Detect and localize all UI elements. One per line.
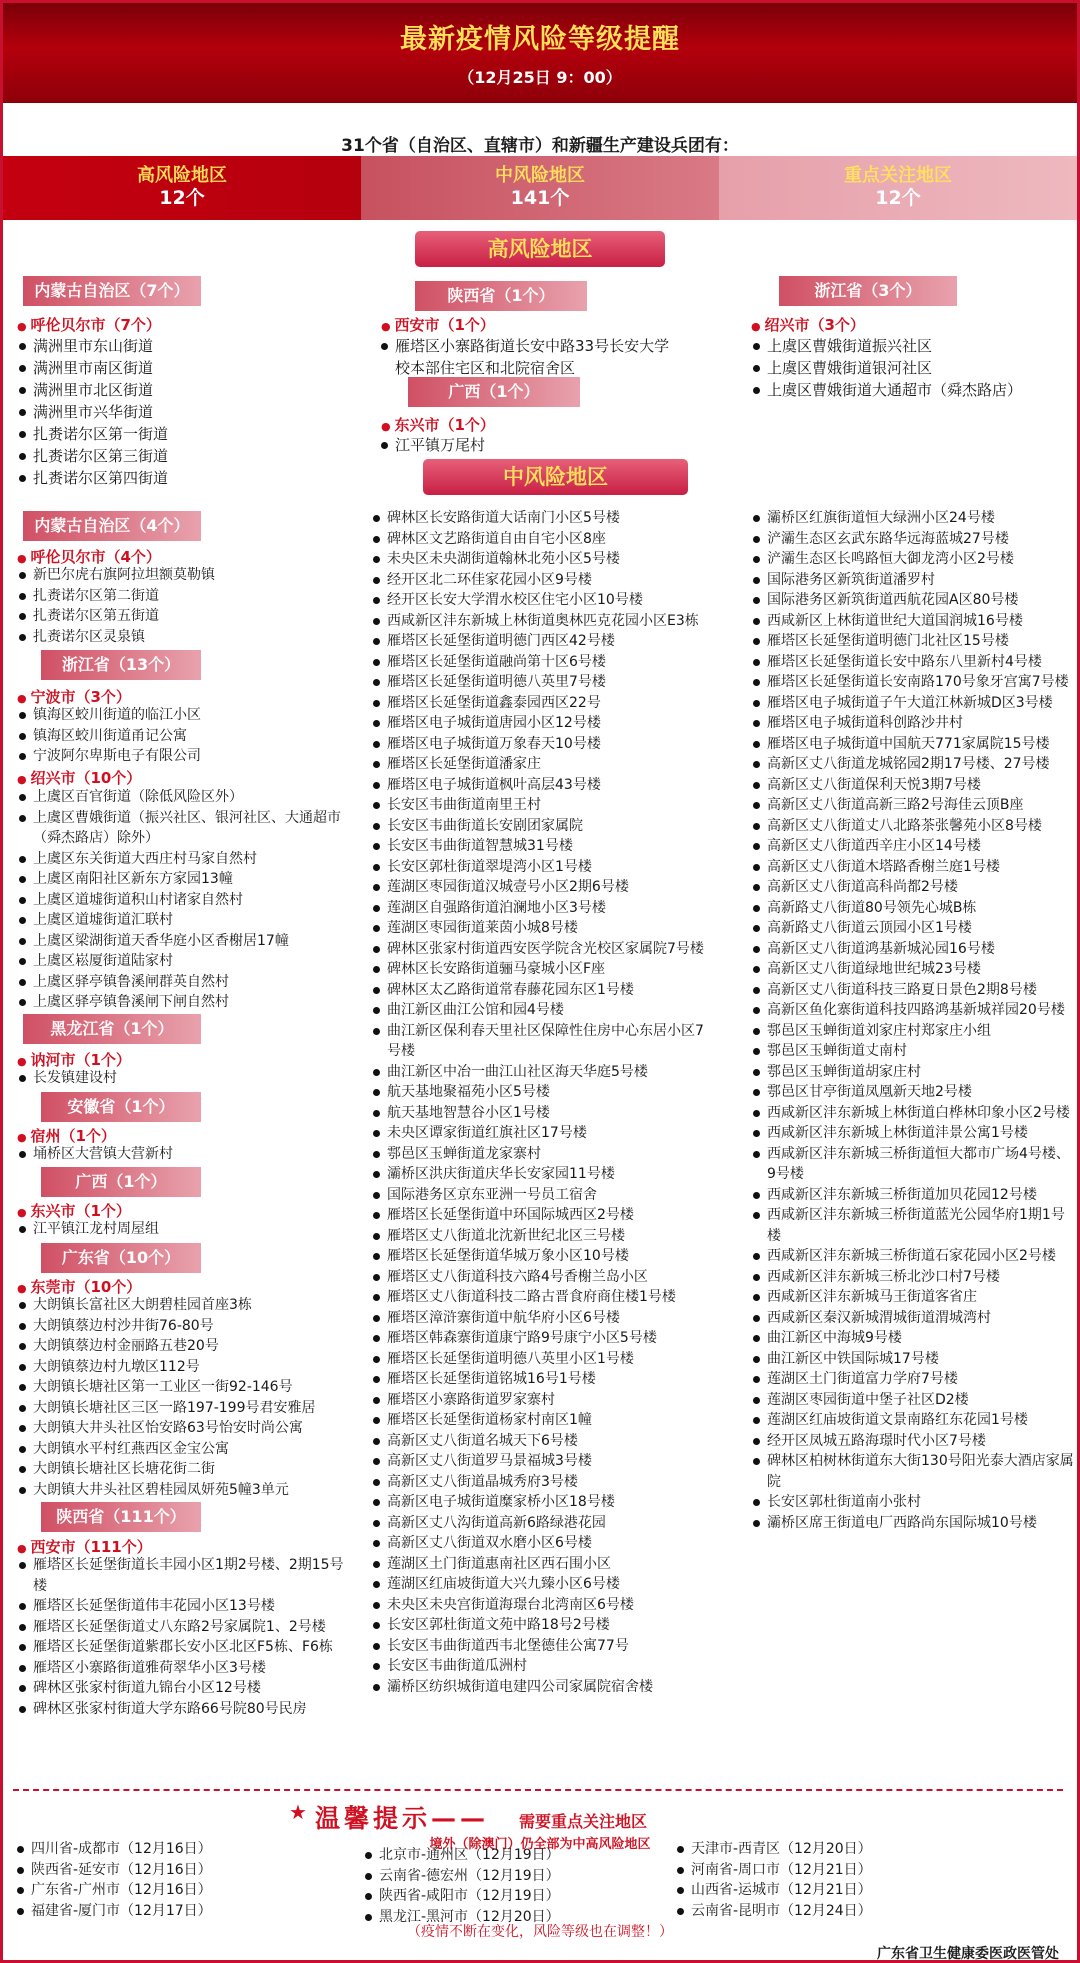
page-date: （12月25日 9：00）	[458, 68, 622, 87]
list-item: 镇海区蛟川街道甬记公寓	[17, 726, 357, 747]
list-item: 航天基地聚福苑小区5号楼	[371, 1082, 711, 1103]
list-item: 上虞区东关街道大西庄村马家自然村	[17, 849, 357, 870]
list-item: 扎赉诺尔区第五街道	[17, 606, 357, 627]
mid-tag-heilongjiang: 黑龙江省（1个）	[23, 1014, 201, 1044]
list-item: 雁塔区电子城街道中国航天771家属院15号楼	[751, 734, 1076, 755]
list-item: 福建省-厦门市（12月17日）	[15, 1901, 345, 1922]
list-item: 西咸新区沣东新城三桥街道恒大都市广场4号楼、9号楼	[751, 1144, 1076, 1185]
list-item: 碑林区张家村街道大学东路66号院80号民房	[17, 1699, 357, 1720]
tip-title: 温馨提示——	[315, 1804, 490, 1833]
list-item: 高新区丈八街道西辛庄小区14号楼	[751, 836, 1076, 857]
list-item: 雁塔区电子城街道唐园小区12号楼	[371, 713, 711, 734]
list-item: 西咸新区沣东新城三桥街道蓝光公园华府1期1号楼	[751, 1205, 1076, 1246]
list-item: 上虞区道墟街道汇联村	[17, 910, 357, 931]
page-title: 最新疫情风险等级提醒	[400, 24, 680, 55]
list-item: 大朗镇水平村红燕西区金宝公寓	[17, 1439, 357, 1460]
focus-list-col1	[15, 1839, 345, 1921]
mid-list-dongxing	[17, 1219, 357, 1240]
list-item: 扎赉诺尔区灵泉镇	[17, 627, 357, 648]
mid-city-dongguan: ● 东莞市（10个）	[17, 1276, 141, 1297]
list-item: 碑林区柏树林街道东大街130号阳光泰大酒店家属院	[751, 1451, 1076, 1492]
summary-high	[3, 156, 361, 220]
list-item: 灞桥区红旗街道恒大绿洲小区24号楼	[751, 508, 1076, 529]
mid-tag-guangxi: 广西（1个）	[41, 1167, 201, 1197]
high-list-guangxi	[379, 434, 679, 456]
list-item: 雁塔区长延堡街道杨家村南区1幢	[371, 1410, 711, 1431]
mid-list-col2	[371, 508, 711, 1697]
list-item: 上虞区道墟街道积山村诸家自然村	[17, 890, 357, 911]
list-item: 扎赉诺尔区第三街道	[17, 445, 357, 467]
list-item: 扎赉诺尔区第二街道	[17, 586, 357, 607]
list-item: 曲江新区中铁国际城17号楼	[751, 1349, 1076, 1370]
list-item: 鄠邑区玉蝉街道丈南村	[751, 1041, 1076, 1062]
list-item: 雁塔区电子城街道子午大道江林新城D区3号楼	[751, 693, 1076, 714]
list-item: 四川省-成都市（12月16日）	[15, 1839, 345, 1860]
list-item: 高新区丈八街道高新三路2号海佳云顶B座	[751, 795, 1076, 816]
list-item: 高新区丈八街道晶城秀府3号楼	[371, 1472, 711, 1493]
list-item: 碑林区太乙路街道常春藤花园东区1号楼	[371, 980, 711, 1001]
list-item: 高新区丈八街道丈八北路茶张馨苑小区8号楼	[751, 816, 1076, 837]
list-item: 高新路丈八街道云顶园小区1号楼	[751, 918, 1076, 939]
list-item: 满洲里市南区街道	[17, 357, 357, 379]
list-item: 满洲里市兴华街道	[17, 401, 357, 423]
summary-bar	[3, 156, 1077, 220]
list-item: 莲湖区自强路街道泊澜地小区3号楼	[371, 898, 711, 919]
list-item: 高新区丈八街道高科尚都2号楼	[751, 877, 1076, 898]
list-item: 大朗镇长塘社区第一工业区一街92-146号	[17, 1377, 357, 1398]
list-item: 广东省-广州市（12月16日）	[15, 1880, 345, 1901]
list-item: 碑林区张家村街道西安医学院含光校区家属院7号楼	[371, 939, 711, 960]
list-item: 云南省-德宏州（12月19日）	[363, 1866, 683, 1887]
list-item: 大朗镇蔡边村沙井街76-80号	[17, 1316, 357, 1337]
header	[3, 3, 1077, 103]
list-item: 西咸新区沣东新城三桥街道加贝花园12号楼	[751, 1185, 1076, 1206]
list-item: 浐灞生态区长鸣路恒大御龙湾小区2号楼	[751, 549, 1076, 570]
footer-divider	[13, 1789, 1063, 1791]
list-item: 雁塔区电子城街道枫叶高层43号楼	[371, 775, 711, 796]
list-item: 雁塔区小寨路街道罗家寨村	[371, 1390, 711, 1411]
list-item: 江平镇万尾村	[379, 434, 679, 456]
list-item: 未央区谭家街道红旗社区17号楼	[371, 1123, 711, 1144]
star-icon: ★	[289, 1800, 307, 1824]
summary-high-count: 12个	[159, 187, 205, 209]
list-item: 雁塔区丈八街道科技二路古晋食府商住楼1号楼	[371, 1287, 711, 1308]
list-item: 西咸新区沣东新城三桥北沙口村7号楼	[751, 1267, 1076, 1288]
list-item: 莲湖区枣园街道莱茵小城8号楼	[371, 918, 711, 939]
list-item: 雁塔区电子城街道科创路沙井村	[751, 713, 1076, 734]
list-item: 莲湖区枣园街道汉城壹号小区2期6号楼	[371, 877, 711, 898]
list-item: 灞桥区洪庆街道庆华长安家园11号楼	[371, 1164, 711, 1185]
list-item: 雁塔区长延堡街道中环国际城西区2号楼	[371, 1205, 711, 1226]
list-item: 上虞区驿亭镇鲁溪闸群英自然村	[17, 972, 357, 993]
list-item: 曲江新区中海城9号楼	[751, 1328, 1076, 1349]
list-item: 上虞区崧厦街道陆家村	[17, 951, 357, 972]
mid-list-xian	[17, 1555, 357, 1719]
list-item: 经开区凤城五路海璟时代小区7号楼	[751, 1431, 1076, 1452]
list-item: 国际港务区新筑街道潘罗村	[751, 570, 1076, 591]
list-item: 宁波阿尔卑斯电子有限公司	[17, 746, 357, 767]
list-item: 莲湖区土门街道富力学府7号楼	[751, 1369, 1076, 1390]
mid-city-shaoxing: ● 绍兴市（10个）	[17, 767, 141, 788]
list-item: 大朗镇长塘社区长塘花街二街	[17, 1459, 357, 1480]
list-item: 西咸新区沣东新城三桥街道石家花园小区2号楼	[751, 1246, 1076, 1267]
high-tag-shaanxi: 陕西省（1个）	[415, 281, 587, 311]
list-item: 雁塔区长延堡街道紫郡长安小区北区F5栋、F6栋	[17, 1637, 357, 1658]
list-item: 雁塔区长延堡街道明德门北社区15号楼	[751, 631, 1076, 652]
list-item: 大朗镇蔡边村九墩区112号	[17, 1357, 357, 1378]
mid-city-nehe: ● 讷河市（1个）	[17, 1049, 131, 1070]
summary-mid-count: 141个	[510, 187, 570, 209]
list-item: 灞桥区席王街道电厂西路尚东国际城10号楼	[751, 1513, 1076, 1534]
list-item: 浐灞生态区玄武东路华远海蓝城27号楼	[751, 529, 1076, 550]
summary-focus-label: 重点关注地区	[844, 165, 952, 186]
list-item: 高新区电子城街道糜家桥小区18号楼	[371, 1492, 711, 1513]
list-item: 西咸新区秦汉新城渭城街道渭城湾村	[751, 1308, 1076, 1329]
mid-tag-neimenggu: 内蒙古自治区（4个）	[23, 511, 201, 541]
list-item: 莲湖区土门街道惠南社区西石围小区	[371, 1554, 711, 1575]
list-item: 上虞区曹娥街道银河社区	[751, 357, 1071, 379]
summary-mid-label: 中风险地区	[495, 165, 585, 186]
list-item: 高新区丈八街道绿地世纪城23号楼	[751, 959, 1076, 980]
mid-list-col3	[751, 508, 1076, 1533]
list-item: 上虞区曹娥街道振兴社区	[751, 335, 1071, 357]
list-item: 经开区长安大学渭水校区住宅小区10号楼	[371, 590, 711, 611]
list-item: 雁塔区长延堡街道明德门西区42号楼	[371, 631, 711, 652]
list-item: 北京市-通州区（12月19日）	[363, 1845, 683, 1866]
list-item: 上虞区梁湖街道天香华庭小区香榭居17幢	[17, 931, 357, 952]
list-item: 高新区丈八街道龙城铭园2期17号楼、27号楼	[751, 754, 1076, 775]
mid-tag-anhui: 安徽省（1个）	[41, 1092, 201, 1122]
list-item: 未央区未央湖街道翰林北苑小区5号楼	[371, 549, 711, 570]
list-item: 未央区未央宫街道海璟台北湾南区6号楼	[371, 1595, 711, 1616]
mid-list-ningbo	[17, 705, 357, 767]
mid-list-suzhou	[17, 1144, 357, 1165]
list-item: 长安区韦曲街道南里王村	[371, 795, 711, 816]
list-item: 长发镇建设村	[17, 1068, 357, 1089]
mid-city-suzhou: ● 宿州（1个）	[17, 1125, 116, 1146]
high-list-shaanxi	[379, 335, 679, 379]
list-item: 雁塔区长延堡街道鑫泰园西区22号	[371, 693, 711, 714]
list-item: 天津市-西青区（12月20日）	[675, 1839, 1005, 1860]
mid-tag-shaanxi: 陕西省（111个）	[41, 1502, 201, 1532]
list-item: 云南省-昆明市（12月24日）	[675, 1901, 1005, 1922]
list-item: 雁塔区丈八街道北沈新世纪北区三号楼	[371, 1226, 711, 1247]
list-item: 陕西省-延安市（12月16日）	[15, 1860, 345, 1881]
list-item: 雁塔区长延堡街道长丰园小区1期2号楼、2期15号楼	[17, 1555, 357, 1596]
list-item: 江平镇江龙村周屋组	[17, 1219, 357, 1240]
list-item: 高新区丈八街道名城天下6号楼	[371, 1431, 711, 1452]
list-item: 鄠邑区玉蝉街道胡家庄村	[751, 1062, 1076, 1083]
list-item: 雁塔区长延堡街道潘家庄	[371, 754, 711, 775]
list-item: 国际港务区新筑街道西航花园A区80号楼	[751, 590, 1076, 611]
list-item: 雁塔区长延堡街道长安南路170号象牙宫寓7号楼	[751, 672, 1076, 693]
high-list-zhejiang	[751, 335, 1071, 401]
high-city-hulunbeier: ● 呼伦贝尔市（7个）	[17, 314, 161, 335]
high-tag-neimenggu: 内蒙古自治区（7个）	[23, 276, 201, 306]
list-item: 碑林区文艺路街道自由自宅小区8座	[371, 529, 711, 550]
list-item: 长安区韦曲街道长安剧团家属院	[371, 816, 711, 837]
list-item: 碑林区长安路街道骊马豪城小区F座	[371, 959, 711, 980]
focus-list-col2	[363, 1845, 683, 1927]
mid-list-shaoxing	[17, 787, 357, 1013]
list-item: 高新区鱼化寨街道科技四路鸿基新城祥园20号楼	[751, 1000, 1076, 1021]
intro-text: 31个省（自治区、直辖市）和新疆生产建设兵团有：	[341, 136, 739, 156]
list-item: 黑龙江-黑河市（12月20日）	[363, 1907, 683, 1928]
list-item: 满洲里市北区街道	[17, 379, 357, 401]
list-item: 雁塔区长延堡街道明德八英里小区1号楼	[371, 1349, 711, 1370]
list-item: 鄠邑区玉蝉街道龙家寨村	[371, 1144, 711, 1165]
list-item: 雁塔区小寨路街道长安中路33号长安大学校本部住宅区和北院宿舍区	[379, 335, 679, 379]
list-item: 长安区郭杜街道翠堤湾小区1号楼	[371, 857, 711, 878]
list-item: 河南省-周口市（12月21日）	[675, 1860, 1005, 1881]
list-item: 鄠邑区甘亭街道凤凰新天地2号楼	[751, 1082, 1076, 1103]
list-item: 雁塔区长延堡街道铭城16号1号楼	[371, 1369, 711, 1390]
list-item: 西咸新区沣东新城马王街道客省庄	[751, 1287, 1076, 1308]
list-item: 西咸新区沣东新城上林街道沣景公寓1号楼	[751, 1123, 1076, 1144]
high-tag-guangxi: 广西（1个）	[408, 377, 580, 407]
list-item: 雁塔区长延堡街道伟丰花园小区13号楼	[17, 1596, 357, 1617]
list-item: 长安区郭杜街道文苑中路18号2号楼	[371, 1615, 711, 1636]
mid-tag-zhejiang: 浙江省（13个）	[41, 650, 201, 680]
list-item: 曲江新区保利春天里社区保障性住房中心东居小区7号楼	[371, 1021, 711, 1062]
list-item: 大朗镇蔡边村金丽路五巷20号	[17, 1336, 357, 1357]
list-item: 大朗镇大井头社区怡安路63号怡安时尚公寓	[17, 1418, 357, 1439]
list-item: 航天基地智慧谷小区1号楼	[371, 1103, 711, 1124]
list-item: 国际港务区京东亚洲一号员工宿舍	[371, 1185, 711, 1206]
mid-list-nehe	[17, 1068, 357, 1089]
list-item: 上虞区曹娥街道大通超市（舜杰路店）	[751, 379, 1071, 401]
tip-note: 境外（除澳门）仍全部为中高风险地区	[429, 1837, 651, 1852]
mid-city-hulunbeier: ● 呼伦贝尔市（4个）	[17, 546, 161, 567]
summary-focus-count: 12个	[875, 187, 921, 209]
list-item: 西咸新区沣东新城上林街道奥林匹克花园小区E3栋	[371, 611, 711, 632]
list-item: 扎赉诺尔区第四街道	[17, 467, 357, 489]
mid-risk-banner: 中风险地区	[423, 459, 688, 495]
tip-subtitle: 需要重点关注地区	[519, 1812, 648, 1831]
list-item: 山西省-运城市（12月21日）	[675, 1880, 1005, 1901]
bottom-note: （疫情不断在变化，风险等级也在调整！）	[407, 1924, 673, 1940]
mid-city-dongxing: ● 东兴市（1个）	[17, 1200, 131, 1221]
list-item: 新巴尔虎右旗阿拉坦额莫勒镇	[17, 565, 357, 586]
list-item: 埇桥区大营镇大营新村	[17, 1144, 357, 1165]
list-item: 大朗镇长富社区大朗碧桂园首座3栋	[17, 1295, 357, 1316]
list-item: 满洲里市东山街道	[17, 335, 357, 357]
list-item: 雁塔区长延堡街道融尚第十区6号楼	[371, 652, 711, 673]
list-item: 灞桥区纺织城街道电建四公司家属院宿舍楼	[371, 1677, 711, 1698]
list-item: 高新区丈八街道科技三路夏日景色2期8号楼	[751, 980, 1076, 1001]
list-item: 长安区韦曲街道瓜洲村	[371, 1656, 711, 1677]
list-item: 曲江新区曲江公馆和园4号楼	[371, 1000, 711, 1021]
list-item: 雁塔区小寨路街道雅荷翠华小区3号楼	[17, 1658, 357, 1679]
list-item: 高新区丈八街道鸿基新城沁园16号楼	[751, 939, 1076, 960]
high-risk-banner: 高风险地区	[415, 231, 665, 267]
list-item: 镇海区蛟川街道的临江小区	[17, 705, 357, 726]
list-item: 陕西省-咸阳市（12月19日）	[363, 1886, 683, 1907]
list-item: 莲湖区红庙坡街道文景南路红东花园1号楼	[751, 1410, 1076, 1431]
list-item: 扎赉诺尔区第一街道	[17, 423, 357, 445]
list-item: 莲湖区枣园街道中堡子社区D2楼	[751, 1390, 1076, 1411]
list-item: 雁塔区长延堡街道丈八东路2号家属院1、2号楼	[17, 1617, 357, 1638]
list-item: 雁塔区漳浒寨街道中航华府小区6号楼	[371, 1308, 711, 1329]
list-item: 上虞区驿亭镇鲁溪闸下闸自然村	[17, 992, 357, 1013]
summary-high-label: 高风险地区	[137, 165, 227, 186]
focus-list-col3	[675, 1839, 1005, 1921]
high-tag-zhejiang: 浙江省（3个）	[779, 276, 957, 306]
list-item: 雁塔区长延堡街道长安中路东八里新村4号楼	[751, 652, 1076, 673]
list-item: 大朗镇大井头社区碧桂园凤妍苑5幢3单元	[17, 1480, 357, 1501]
list-item: 长安区韦曲街道智慧城31号楼	[371, 836, 711, 857]
list-item: 雁塔区电子城街道万象春天10号楼	[371, 734, 711, 755]
list-item: 曲江新区中冶一曲江山社区海天华庭5号楼	[371, 1062, 711, 1083]
high-list-neimenggu	[17, 335, 357, 489]
list-item: 上虞区曹娥街道（振兴社区、银河社区、大通超市（舜杰路店）除外）	[17, 808, 357, 849]
list-item: 碑林区长安路街道大话南门小区5号楼	[371, 508, 711, 529]
list-item: 高新区丈八街道罗马景福城3号楼	[371, 1451, 711, 1472]
list-item: 上虞区百官街道（除低风险区外）	[17, 787, 357, 808]
list-item: 经开区北二环佳家花园小区9号楼	[371, 570, 711, 591]
list-item: 上虞区南阳社区新东方家园13幢	[17, 869, 357, 890]
list-item: 雁塔区长延堡街道明德八英里7号楼	[371, 672, 711, 693]
mid-list-dongguan	[17, 1295, 357, 1500]
high-city-shaoxing: ● 绍兴市（3个）	[751, 314, 865, 335]
summary-mid	[361, 156, 719, 220]
mid-tag-guangdong: 广东省（10个）	[41, 1243, 201, 1273]
mid-city-xian: ● 西安市（111个）	[17, 1536, 152, 1557]
list-item: 长安区郭杜街道南小张村	[751, 1492, 1076, 1513]
list-item: 西咸新区上林街道世纪大道国润城16号楼	[751, 611, 1076, 632]
list-item: 长安区韦曲街道西韦北堡德佳公寓77号	[371, 1636, 711, 1657]
organization-signature: 广东省卫生健康委医政医管处	[877, 1946, 1059, 1962]
list-item: 莲湖区红庙坡街道大兴九臻小区6号楼	[371, 1574, 711, 1595]
list-item: 高新区丈八街道木塔路香榭兰庭1号楼	[751, 857, 1076, 878]
list-item: 碑林区张家村街道九锦台小区12号楼	[17, 1678, 357, 1699]
list-item: 雁塔区韩森寨街道康宁路9号康宁小区5号楼	[371, 1328, 711, 1349]
summary-focus	[719, 156, 1077, 220]
list-item: 高新区丈八沟街道高新6路绿港花园	[371, 1513, 711, 1534]
list-item: 高新区丈八街道双水磨小区6号楼	[371, 1533, 711, 1554]
high-city-dongxing: ● 东兴市（1个）	[381, 414, 495, 435]
list-item: 雁塔区长延堡街道华城万象小区10号楼	[371, 1246, 711, 1267]
list-item: 高新路丈八街道80号领先心城B栋	[751, 898, 1076, 919]
list-item: 高新区丈八街道保利天悦3期7号楼	[751, 775, 1076, 796]
list-item: 西咸新区沣东新城上林街道白桦林印象小区2号楼	[751, 1103, 1076, 1124]
mid-list-hulunbeier	[17, 565, 357, 647]
mid-city-ningbo: ● 宁波市（3个）	[17, 686, 131, 707]
list-item: 鄠邑区玉蝉街道刘家庄村郑家庄小组	[751, 1021, 1076, 1042]
high-city-xian: ● 西安市（1个）	[381, 314, 495, 335]
list-item: 大朗镇长塘社区三区一路197-199号君安雅居	[17, 1398, 357, 1419]
list-item: 雁塔区丈八街道科技六路4号香榭兰岛小区	[371, 1267, 711, 1288]
